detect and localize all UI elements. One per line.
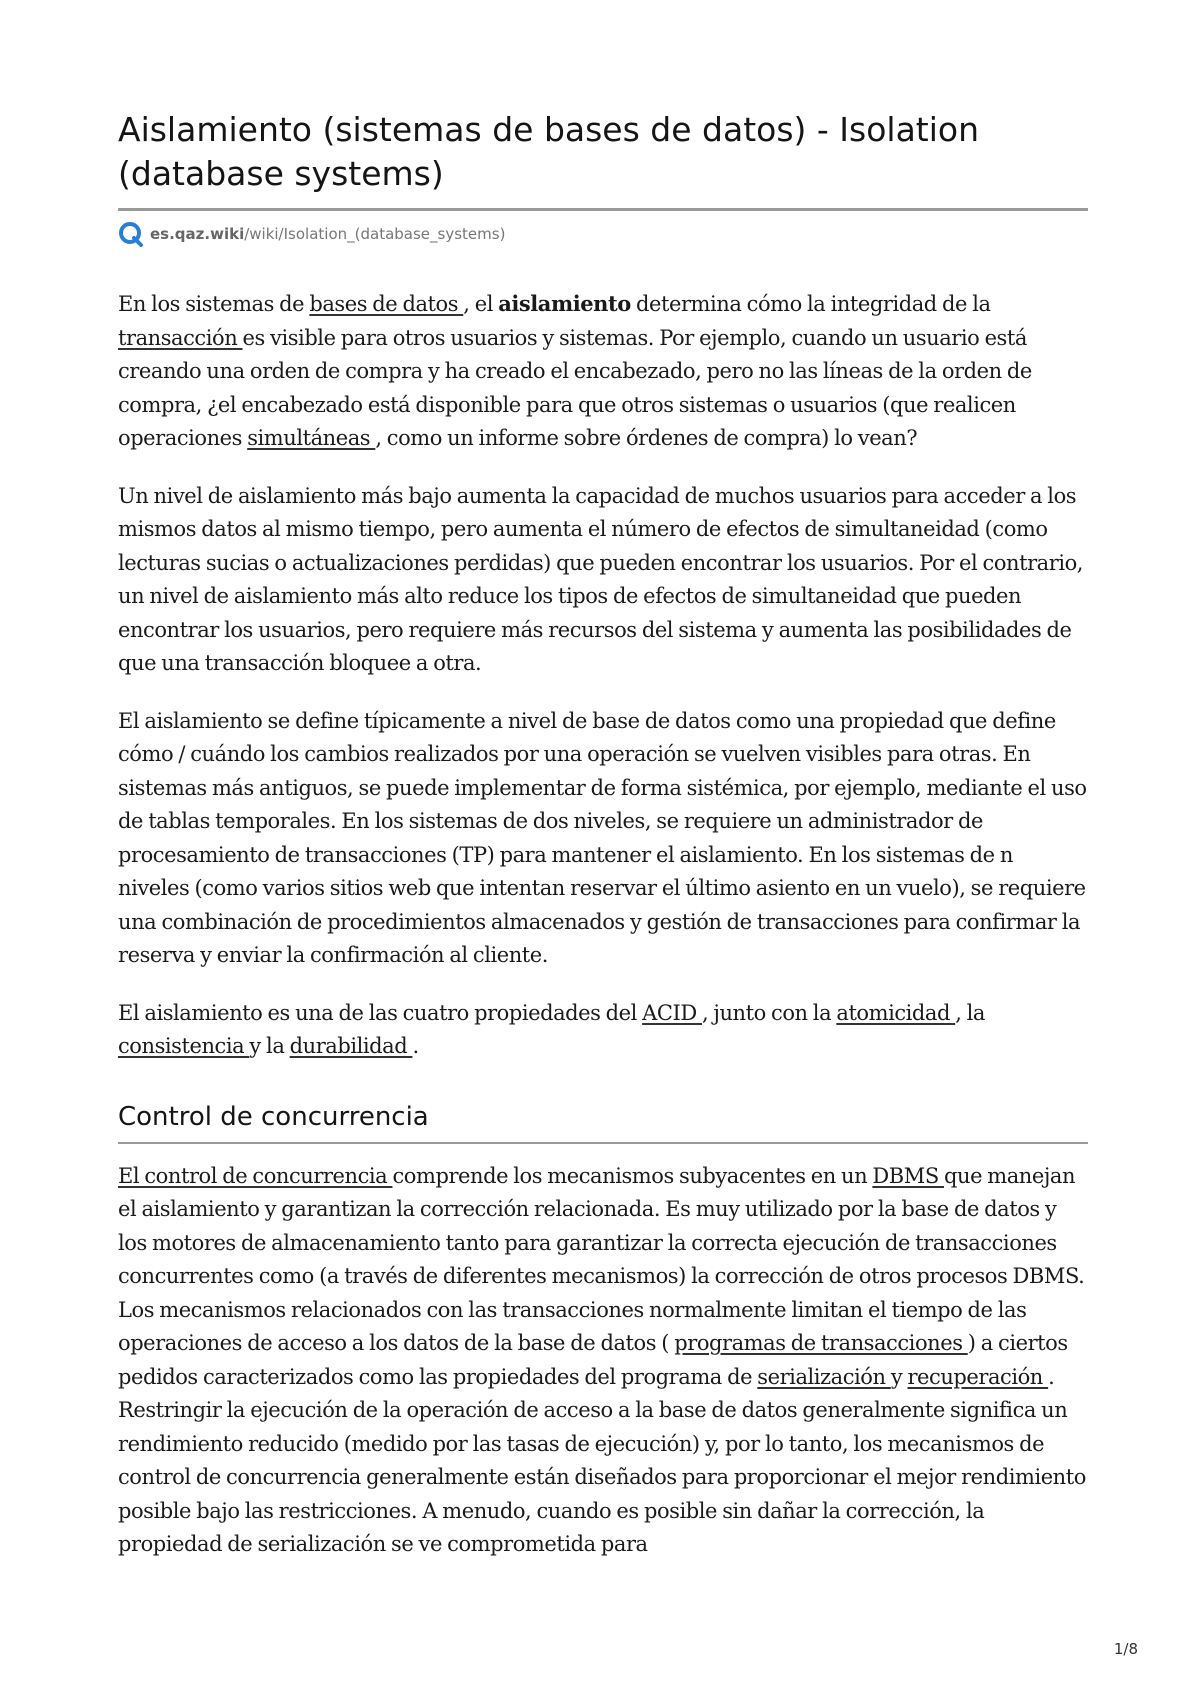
source-line <box>118 221 1088 247</box>
document-page <box>118 108 1088 1586</box>
text-run: determina cómo la integridad de la <box>630 292 991 316</box>
title-divider <box>118 208 1088 211</box>
text-run: , el <box>463 292 499 316</box>
text-run: , junto con la <box>701 1000 837 1025</box>
text-run: y <box>890 1364 908 1389</box>
text-run: que manejan el aislamiento y garantizan la corrección relacionada. Es muy utilizado por la base de datos y los motores de almacenamiento tanto para garantizar la correcta ejecución de transacciones concurrentes como (a través de diferentes mecanismos) la corrección de otros procesos DBMS. Los mecanismos relacionados con las transacciones normalmente limitan el tiempo de las operaciones de acceso a los datos de la base de datos ( <box>118 1163 1085 1355</box>
section-divider <box>118 1142 1088 1144</box>
page-number: 1/8 <box>1113 1640 1138 1658</box>
text-run: ) a ciertos pedidos caracterizados como las propiedades del programa de <box>118 1331 1068 1389</box>
source-path[interactable]: /wiki/Isolation_(database_systems) <box>244 225 506 243</box>
paragraph-isolation-definition: El aislamiento se define típicamente a nivel de base de datos como una propiedad que define cómo / cuándo los cambios realizados por una operación se vuelven visibles para otras. En sistemas más antiguos, se puede implementar de forma sistémica, por ejemplo, mediante el uso de tablas temporales. En los sistemas de dos niveles, se requiere un administrador de procesamiento de transacciones (TP) para mantener el aislamiento. En los sistemas de n niveles (como varios sitios web que intentan reservar el último asiento en un vuelo), se requiere una combinación de procedimientos almacenados y gestión de transacciones para confirmar la reserva y enviar la confirmación al cliente. <box>118 708 1087 967</box>
link-bases-de-datos[interactable]: bases de datos <box>309 292 464 316</box>
bold-term-aislamiento: aislamiento <box>498 291 631 316</box>
text-run: En los sistemas de <box>118 292 310 316</box>
text-run: , como un informe sobre órdenes de compra) lo vean? <box>375 426 918 450</box>
article-body <box>118 287 1088 1064</box>
page-title: Aislamiento (sistemas de bases de datos) - Isolation (database systems) <box>118 110 979 193</box>
text-run: y la <box>249 1034 290 1058</box>
link-serializacion[interactable]: serialización <box>757 1364 891 1389</box>
link-durabilidad[interactable]: durabilidad <box>289 1034 413 1058</box>
paragraph-concurrency <box>118 1160 1088 1562</box>
link-dbms[interactable]: DBMS <box>872 1163 944 1188</box>
link-control-de-concurrencia[interactable]: El control de concurrencia <box>118 1163 393 1188</box>
section-heading-concurrency: Control de concurrencia <box>118 1101 429 1132</box>
text-run: , la <box>955 1000 986 1025</box>
link-acid[interactable]: ACID <box>642 1000 702 1025</box>
link-recuperacion[interactable]: recuperación <box>907 1364 1049 1389</box>
text-run: . <box>412 1034 419 1058</box>
link-consistencia[interactable]: consistencia <box>118 1034 250 1058</box>
text-run: . Restringir la ejecución de la operación de acceso a la base de datos generalmente significa un rendimiento reducido (medido por las tasas de ejecución) y, por lo tanto, los mecanismos de control de concurrencia generalmente están diseñados para proporcionar el mejor rendimiento posible bajo las restricciones. A menudo, cuando es posible sin dañar la corrección, la propiedad de serialización se ve comprometida para <box>118 1364 1086 1556</box>
section-body <box>118 1160 1088 1562</box>
paragraph-isolation-levels: Un nivel de aislamiento más bajo aumenta la capacidad de muchos usuarios para acceder a los mismos datos al mismo tiempo, pero aumenta el número de efectos de simultaneidad (como lecturas sucias o actualizaciones perdidas) que pueden encontrar los usuarios. Por el contrario, un nivel de aislamiento más alto reduce los tipos de efectos de simultaneidad que pueden encontrar los usuarios, pero requiere más recursos del sistema y aumenta las posibilidades de que una transacción bloquee a otra. <box>118 483 1084 675</box>
link-atomicidad[interactable]: atomicidad <box>836 1000 956 1025</box>
text-run: comprende los mecanismos subyacentes en un <box>392 1163 873 1188</box>
source-domain[interactable]: es.qaz.wiki <box>150 225 245 243</box>
link-transaccion[interactable]: transacción <box>118 325 243 350</box>
paragraph-intro <box>118 287 1088 456</box>
text-run: El aislamiento es una de las cuatro propiedades del <box>118 1000 643 1025</box>
text-run: es visible para otros usuarios y sistemas. Por ejemplo, cuando un usuario está creando una orden de compra y ha creado el encabezado, pero no las líneas de la orden de compra, ¿el encabezado está disponible para que otros sistemas o usuarios (que realicen operaciones <box>118 325 1032 450</box>
qaz-logo-icon <box>118 221 144 247</box>
paragraph-acid <box>118 997 1088 1064</box>
link-programas-de-transacciones[interactable]: programas de transacciones <box>674 1331 968 1355</box>
link-simultaneas[interactable]: simultáneas <box>247 426 376 450</box>
